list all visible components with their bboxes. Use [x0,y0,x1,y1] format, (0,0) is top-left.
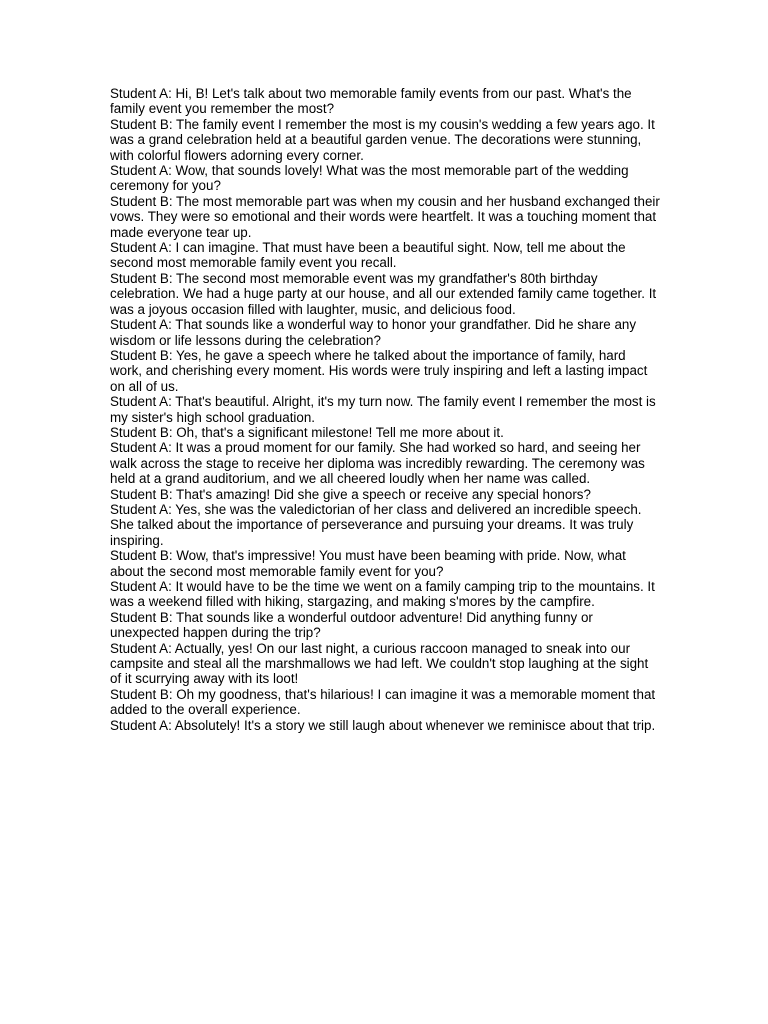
dialogue-turn: Student B: Wow, that's impressive! You must have been beaming with pride. Now, what about the second most memorable family event for you? [110,548,626,579]
dialogue-turn: Student A: Hi, B! Let's talk about two memorable family events from our past. What's the family event you remember the most? [110,86,632,117]
dialogue-turn: Student A: That's beautiful. Alright, it's my turn now. The family event I remember the most is my sister's high school graduation. [110,394,656,425]
dialogue-turn: Student A: Absolutely! It's a story we still laugh about whenever we reminisce about that trip. [110,717,656,733]
dialogue-turn: Student A: I can imagine. That must have been a beautiful sight. Now, tell me about the second most memorable family event you recall. [110,240,626,271]
dialogue-turn: Student B: That's amazing! Did she give a speech or receive any special honors? [110,486,591,502]
dialogue-turn: Student B: Oh, that's a significant milestone! Tell me more about it. [110,424,504,440]
dialogue-turn: Student A: It was a proud moment for our family. She had worked so hard, and seeing her walk across the stage to receive her diploma was incredibly rewarding. The ceremony was held at a grand auditorium, and we all cheered loudly when her name was called. [110,440,645,487]
dialogue-turn: Student A: Actually, yes! On our last night, a curious raccoon managed to sneak into our campsite and steal all the marshmallows we had left. We couldn't stop laughing at the sight of it scurrying away with its loot! [110,640,649,687]
dialogue-turn: Student B: Yes, he gave a speech where he talked about the importance of family, hard work, and cherishing every moment. His words were truly inspiring and left a lasting impact on all of us. [110,347,648,394]
dialogue-turn: Student A: That sounds like a wonderful way to honor your grandfather. Did he share any wisdom or life lessons during the celebration? [110,317,637,348]
dialogue-turn: Student A: Wow, that sounds lovely! What was the most memorable part of the wedding ceremony for you? [110,163,629,194]
dialogue-turn: Student B: The most memorable part was when my cousin and her husband exchanged their vows. They were so emotional and their words were heartfelt. It was a touching moment that made everyone tear up. [110,193,660,240]
dialogue-text [110,86,660,733]
dialogue-turn: Student B: The family event I remember the most is my cousin's wedding a few years ago. It was a grand celebration held at a beautiful garden venue. The decorations were stunning, with colorful flowers adorning every corner. [110,116,655,163]
dialogue-turn: Student A: Yes, she was the valedictorian of her class and delivered an incredible speech. She talked about the importance of perseverance and pursuing your dreams. It was truly inspiring. [110,501,642,548]
dialogue-turn: Student B: Oh my goodness, that's hilarious! I can imagine it was a memorable moment that added to the overall experience. [110,686,656,718]
dialogue-turn: Student A: It would have to be the time we went on a family camping trip to the mountains. It was a weekend filled with hiking, stargazing, and making s'mores by the campfire. [110,579,655,610]
dialogue-turn: Student B: That sounds like a wonderful outdoor adventure! Did anything funny or unexpected happen during the trip? [110,609,593,641]
dialogue-turn: Student B: The second most memorable event was my grandfather's 80th birthday celebration. We had a huge party at our house, and all our extended family came together. It was a joyous occasion filled with laughter, music, and delicious food. [110,270,657,317]
